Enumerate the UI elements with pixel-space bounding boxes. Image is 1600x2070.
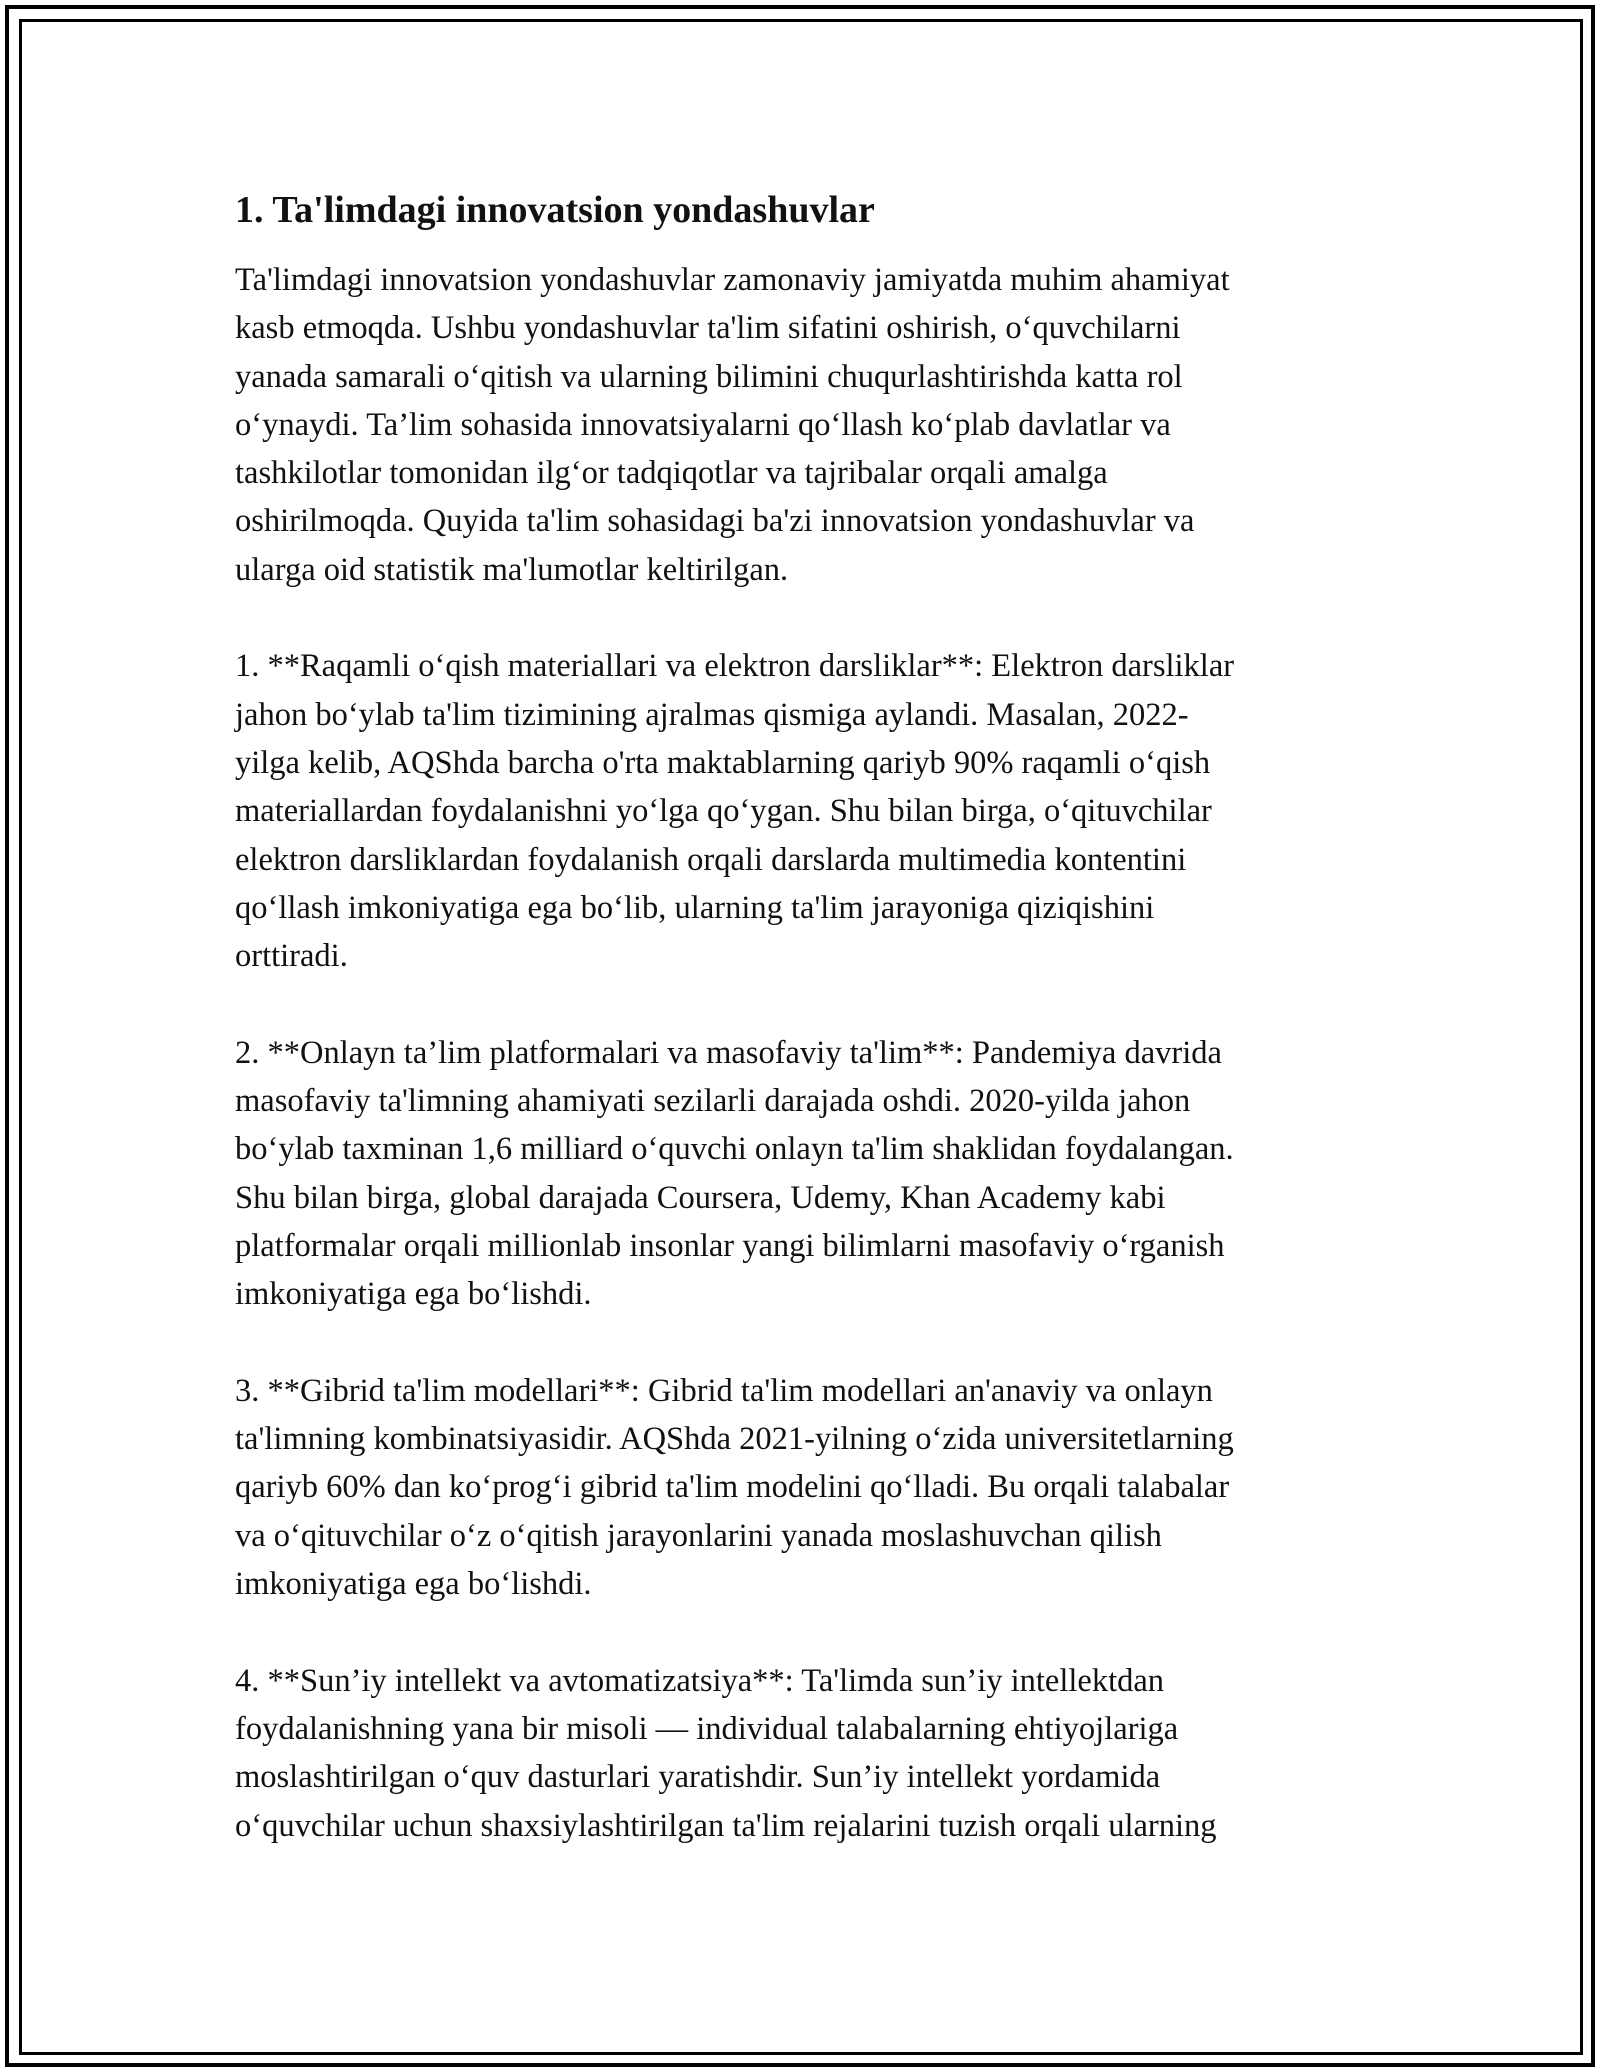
paragraph-online-platforms: 2. **Onlayn ta’lim platformalari va masofaviy ta'lim**: Pandemiya davrida masofaviy ta'limning ahamiyati sezilarli darajada oshdi. 2020-yilda jahon boʻylab taxminan 1,6 milliard oʻquvchi onlayn ta'lim shaklidan foydalangan. Shu bilan birga, global darajada Coursera, Udemy, Khan Academy kabi platformalar orqali millionlab insonlar yangi bilimlarni masofaviy oʻrganish imkoniyatiga ega boʻlishdi. (235, 1034, 1234, 1313)
document-body (235, 186, 1385, 1898)
paragraph-hybrid-models: 3. **Gibrid ta'lim modellari**: Gibrid ta'lim modellari an'anaviy va onlayn ta'limning kombinatsiyasidir. AQShda 2021-yilning oʻzida universitetlarning qariyb 60% dan koʻprogʻi gibrid ta'lim modelini qoʻlladi. Bu orqali talabalar va oʻqituvchilar oʻz oʻqitish jarayonlarini yanada moslashuvchan qilish imkoniyatiga ega boʻlishdi. (235, 1372, 1234, 1603)
paragraph-intro: Ta'limdagi innovatsion yondashuvlar zamonaviy jamiyatda muhim ahamiyat kasb etmoqda. Ushbu yondashuvlar ta'lim sifatini oshirish, oʻquvchilarni yanada samarali oʻqitish va ularning bilimini chuqurlashtirishda katta rol oʻynaydi. Ta’lim sohasida innovatsiyalarni qoʻllash koʻplab davlatlar va tashkilotlar tomonidan ilgʻor tadqiqotlar va tajribalar orqali amalga oshirilmoqda. Quyida ta'lim sohasidagi ba'zi innovatsion yondashuvlar va ularga oid statistik ma'lumotlar keltirilgan. (235, 262, 1230, 588)
document-title: 1. Ta'limdagi innovatsion yondashuvlar (235, 189, 875, 231)
paragraph-artificial-intelligence: 4. **Sun’iy intellekt va avtomatizatsiya**: Ta'limda sun’iy intellektdan foydalanishning yana bir misoli — individual talabalarning ehtiyojlariga moslashtirilgan oʻquv dasturlari yaratishdir. Sun’iy intellekt yordamida oʻquvchilar uchun shaxsiylashtirilgan ta'lim rejalarini tuzish orqali ularning (235, 1662, 1217, 1844)
paragraph-digital-materials: 1. **Raqamli oʻqish materiallari va elektron darsliklar**: Elektron darsliklar jahon boʻylab ta'lim tizimining ajralmas qismiga aylandi. Masalan, 2022- yilga kelib, AQShda barcha o'rta maktablarning qariyb 90% raqamli oʻqish materiallardan foydalanishni yoʻlga qoʻygan. Shu bilan birga, oʻqituvchilar elektron darsliklardan foydalanish orqali darslarda multimedia kontentini qoʻllash imkoniyatiga ega boʻlib, ularning ta'lim jarayoniga qiziqishini orttiradi. (235, 648, 1235, 975)
